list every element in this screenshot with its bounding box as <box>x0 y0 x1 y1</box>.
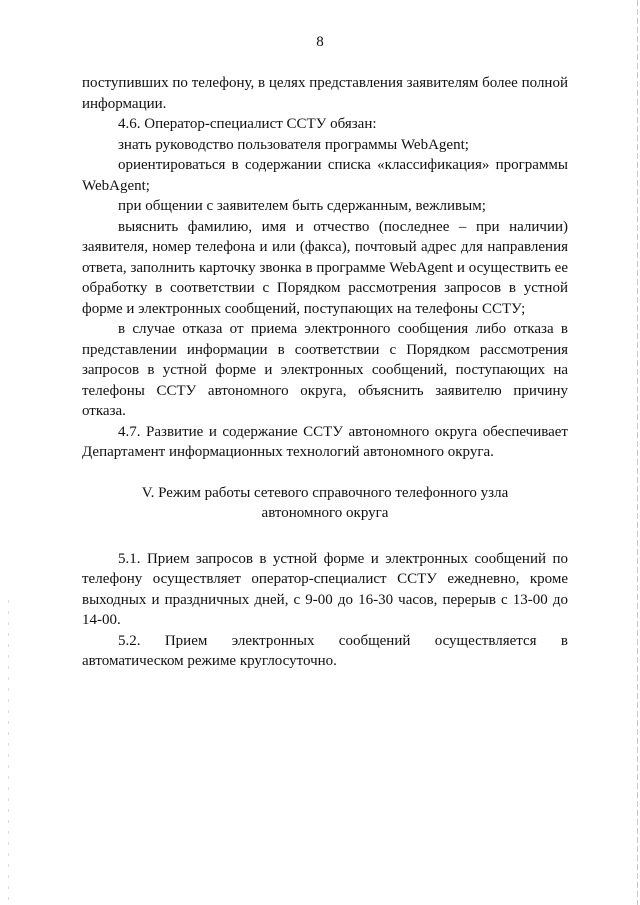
paragraph-duty-refusal: в случае отказа от приема электронного сообщения либо отказа в представлении информации в соответствии с Порядком рассмотрения запросов в устной форме и электронных сообщений, поступающих на телефоны ССТУ автономного округа, объяснить заявителю причину отказа. <box>82 321 568 419</box>
paragraph-continuation: поступивших по телефону, в целях представления заявителям более полной информации. <box>82 75 568 112</box>
paragraph-5-1: 5.1. Прием запросов в устной форме и электронных сообщений по телефону осуществляет оператор-специалист ССТУ ежедневно, кроме выходных и праздничных дней, с 9-00 до 16-30 часов, перерыв с 13-00 до 14-00. <box>82 550 568 628</box>
paragraph-duty-classification: ориентироваться в содержании списка «классификация» программы WebAgent; <box>82 157 568 194</box>
scan-edge-left <box>8 600 9 900</box>
paragraph-duty-polite: при общении с заявителем быть сдержанным, вежливым; <box>118 198 486 214</box>
document-body <box>82 73 568 672</box>
page-number: 8 <box>316 34 324 50</box>
paragraph-5-2: 5.2. Прием электронных сообщений осуществляется в автоматическом режиме круглосуточно. <box>82 632 568 669</box>
paragraph-4-7: 4.7. Развитие и содержание ССТУ автономного округа обеспечивает Департамент информационных технологий автономного округа. <box>82 423 568 460</box>
paragraph-4-6-heading: 4.6. Оператор-специалист ССТУ обязан: <box>118 116 377 132</box>
section-heading: V. Режим работы сетевого справочного телефонного узла автономного округа <box>141 484 509 521</box>
scan-edge-right <box>637 0 638 905</box>
paragraph-duty-collect-info: выяснить фамилию, имя и отчество (последнее – при наличии) заявителя, номер телефона и или (факса), почтовый адрес для направления ответа, заполнить карточку звонка в программе WebAgent и осуществить ее обработку в соответствии с Порядком рассмотрения запросов в устной форме и электронных сообщений, поступающих на телефоны ССТУ; <box>82 218 568 317</box>
paragraph-duty-know-manual: знать руководство пользователя программы WebAgent; <box>118 136 469 153</box>
